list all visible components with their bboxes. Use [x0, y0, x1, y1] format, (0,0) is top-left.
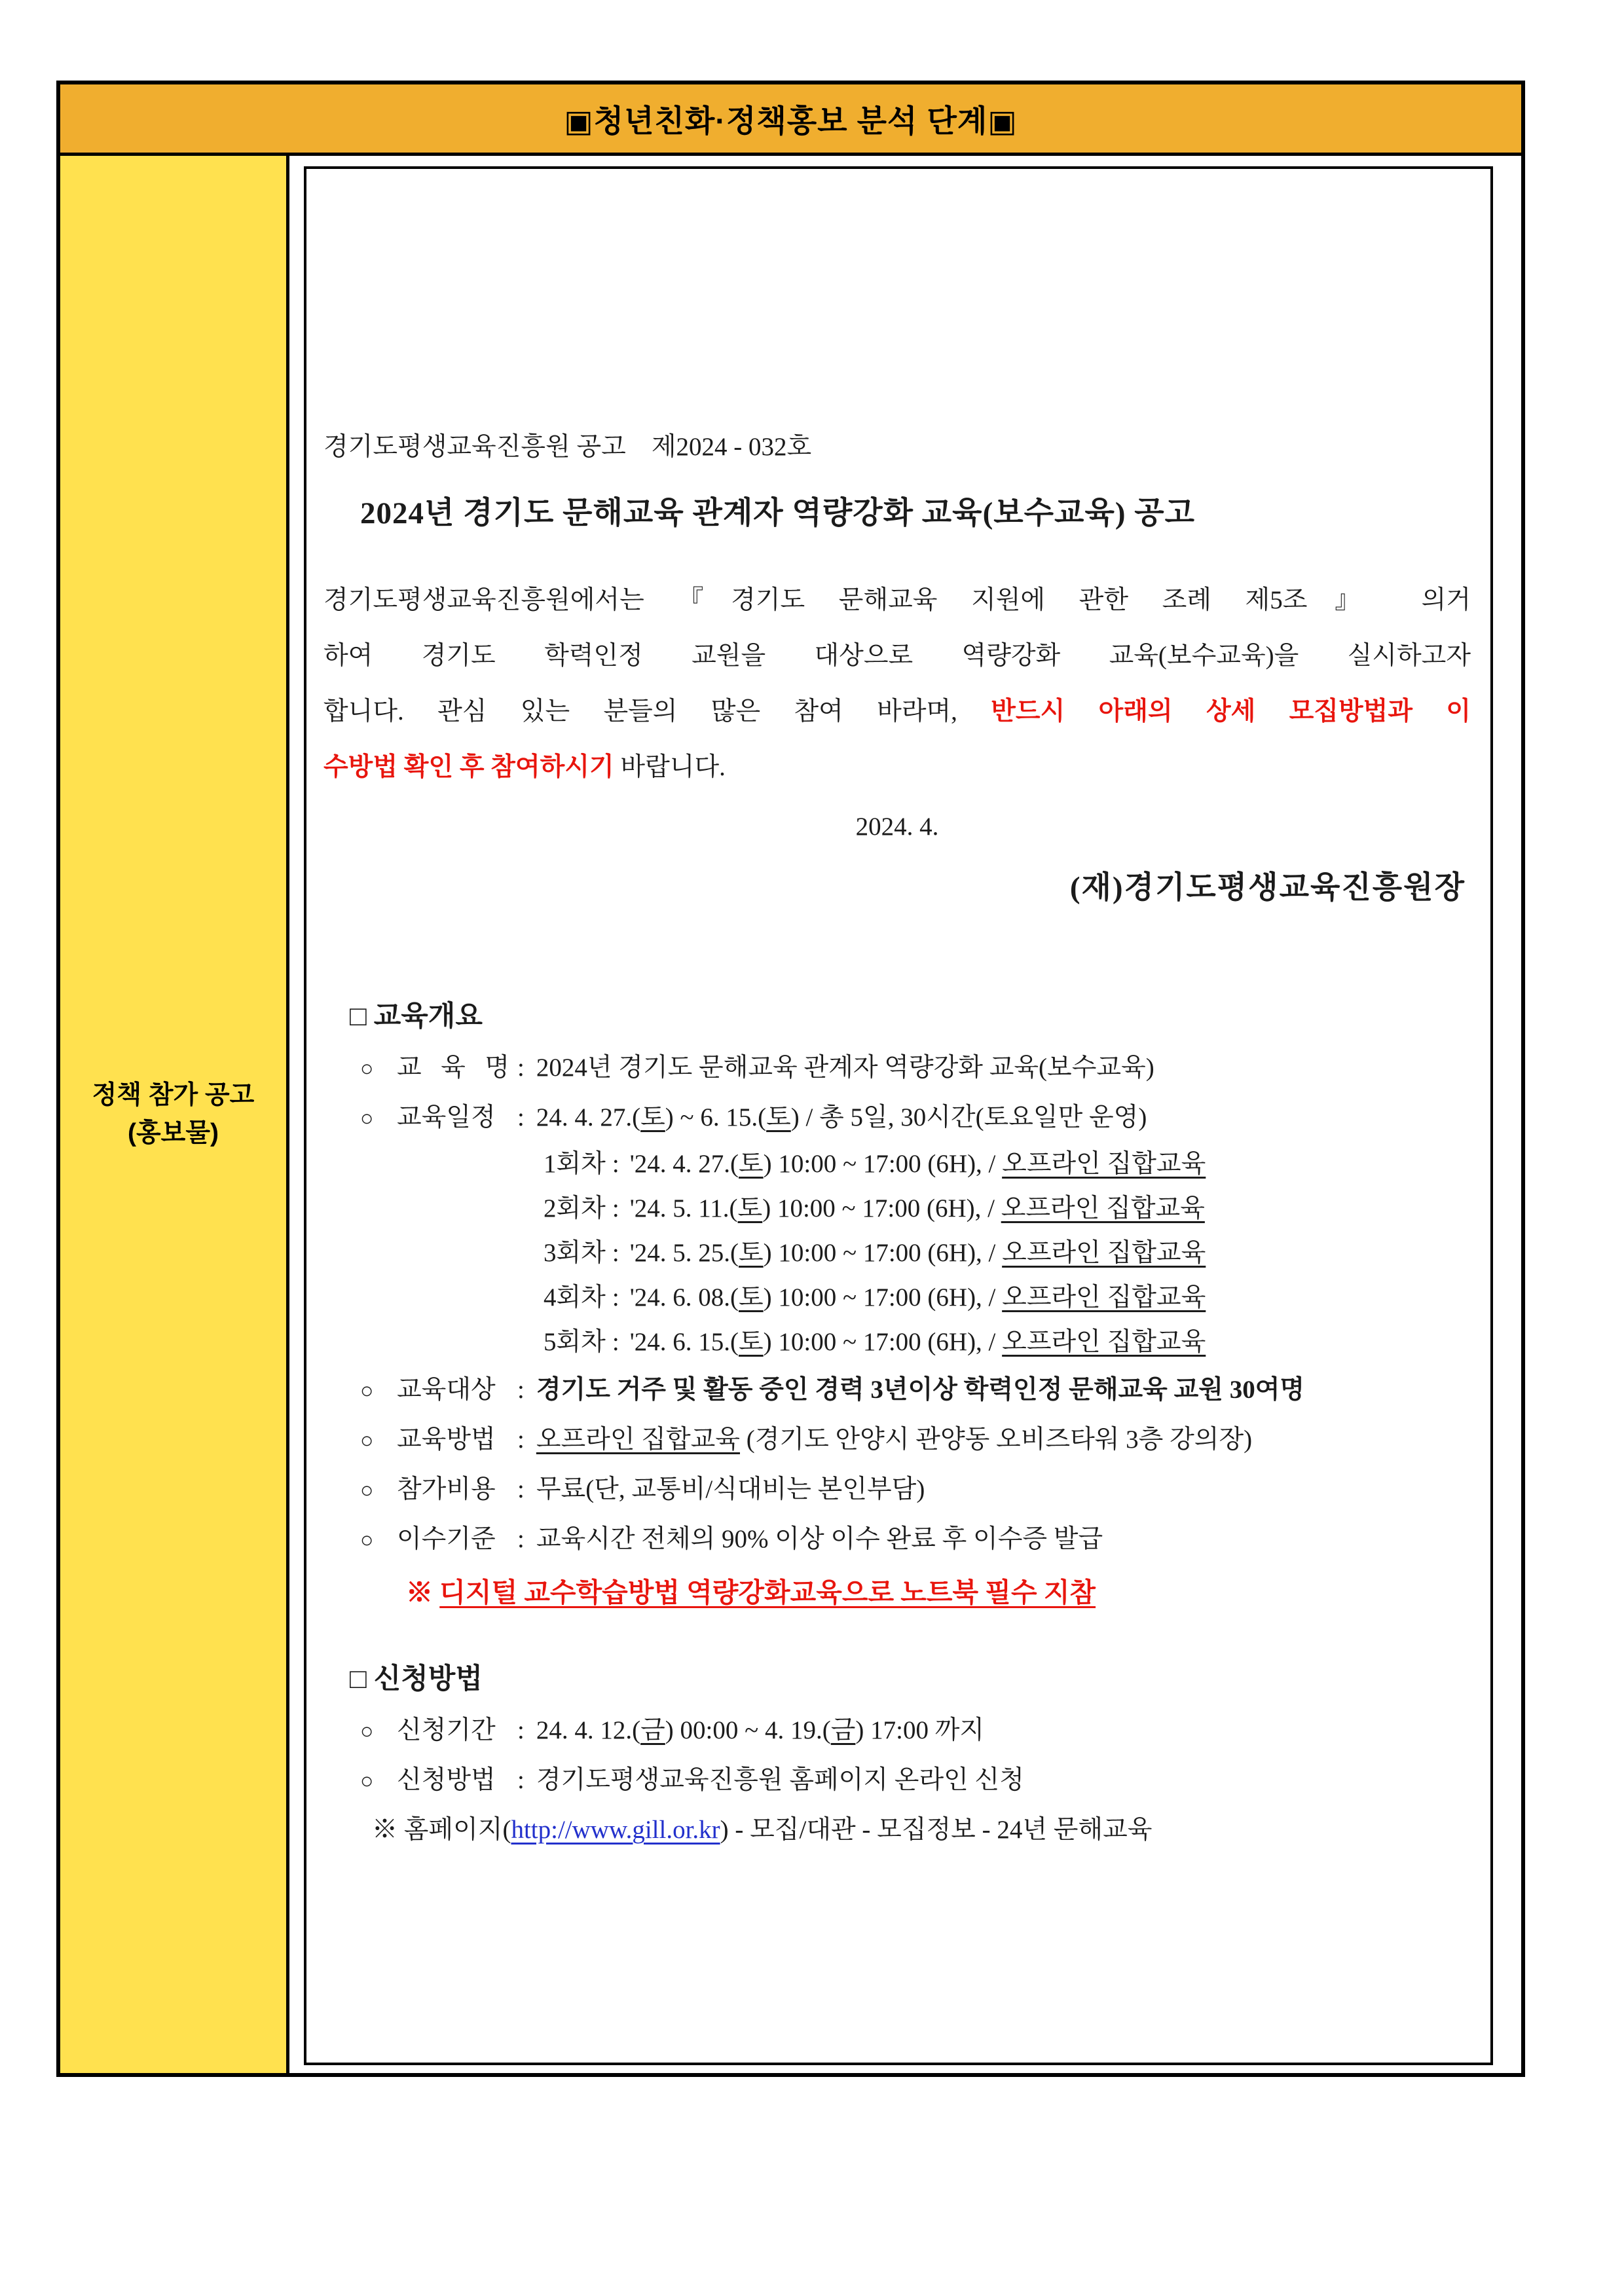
announcement-document: [304, 166, 1493, 2065]
text-segment: 오프라인 집합교육: [1001, 1194, 1205, 1222]
session-detail: [630, 1150, 1206, 1179]
label-separator: :: [517, 1766, 525, 1794]
session-row-1: [323, 1150, 1471, 1179]
label-separator: :: [517, 1425, 525, 1454]
paragraph-line: [323, 684, 1471, 739]
circle-bullet-icon: ○: [360, 1719, 374, 1744]
text-segment: 2024년 경기도 문해교육 관계자 역량강화 교육(보수교육): [536, 1054, 1154, 1082]
label-separator: :: [517, 1716, 525, 1744]
row-value: [536, 1425, 1471, 1455]
text-segment: 무료(단, 교통비/식대비는 본인부담): [536, 1475, 925, 1503]
text-segment: (경기도 안양시 관양동 오비즈타워 3층 강의장): [740, 1425, 1253, 1454]
text-segment: ) - 모집/대관 - 모집정보 - 24년 문해교육: [720, 1816, 1153, 1844]
text-segment: 반드시 아래의 상세 모집방법과 이: [991, 697, 1471, 725]
row-target: [323, 1375, 1471, 1406]
text-segment: 토: [737, 1194, 763, 1222]
circle-bullet-icon: ○: [360, 1107, 374, 1131]
row-apply-period: [323, 1716, 1471, 1747]
announcement-title: 2024년 경기도 문해교육 관계자 역량강화 교육(보수교육) 공고: [360, 496, 1196, 530]
row-label: 교육방법: [397, 1425, 496, 1454]
session-number: 2회차: [544, 1194, 606, 1222]
text-segment: 토: [738, 1283, 764, 1312]
text-segment: ) 10:00 ~ 17:00 (6H), /: [763, 1328, 1003, 1356]
label-separator: :: [517, 1525, 525, 1553]
text-segment: ※: [406, 1577, 440, 1607]
text-segment: '24. 4. 27.(: [629, 1150, 739, 1178]
text-segment: 교육시간 전체의 90% 이상 이수 완료 후 이수증 발급: [536, 1525, 1103, 1553]
session-row-5: [323, 1328, 1471, 1357]
row-value: [536, 1375, 1471, 1405]
session-detail: [630, 1194, 1205, 1223]
section-heading-education-overview: □ 교육개요: [350, 1001, 483, 1032]
notice-number: 경기도평생교육진흥원 공고 제2024 - 032호: [323, 433, 812, 461]
row-label: 교육일정: [397, 1103, 496, 1131]
label-separator: :: [612, 1239, 619, 1267]
session-number: 1회차: [544, 1150, 606, 1178]
circle-bullet-icon: ○: [360, 1379, 374, 1403]
row-fee: [323, 1475, 1471, 1506]
row-value: [536, 1053, 1471, 1083]
label-separator: :: [612, 1328, 619, 1356]
label-separator: :: [517, 1475, 525, 1503]
text-segment: 토: [738, 1328, 764, 1356]
row-value: [536, 1524, 1471, 1554]
homepage-link[interactable]: http://www.gill.or.kr: [511, 1816, 720, 1844]
analysis-template-table: [56, 81, 1525, 2077]
text-segment: ) / 총 5일, 30시간(토요일만 운영): [790, 1103, 1147, 1131]
text-segment: 수방법 확인 후 참여하시기: [323, 753, 614, 781]
text-segment: 바랍니다.: [614, 753, 726, 781]
label-separator: :: [612, 1194, 619, 1222]
text-segment: ) 10:00 ~ 17:00 (6H), /: [763, 1150, 1003, 1178]
label-separator: :: [612, 1283, 619, 1312]
row-label: 교 육 명: [397, 1054, 509, 1082]
row-label: 이수기준: [397, 1525, 496, 1553]
text-segment: 토: [738, 1239, 764, 1267]
row-apply-method: [323, 1765, 1471, 1797]
sidebar-category-cell: [60, 156, 289, 2073]
text-segment: 토: [640, 1103, 665, 1131]
label-separator: :: [517, 1054, 525, 1082]
row-schedule: [323, 1103, 1471, 1134]
row-label: 교육대상: [397, 1376, 496, 1404]
text-segment: ) ~ 6. 15.(: [665, 1103, 767, 1131]
row-value: [536, 1475, 1471, 1505]
banner-title: ▣청년친화·정책홍보 분석 단계▣: [564, 103, 1018, 138]
session-row-2: [323, 1194, 1471, 1223]
session-number: 5회차: [544, 1328, 606, 1356]
session-row-4: [323, 1283, 1471, 1312]
text-segment: ※ 홈페이지(: [372, 1816, 511, 1844]
text-segment: 토: [766, 1103, 791, 1131]
text-segment: 오프라인 집합교육: [536, 1425, 740, 1454]
row-label: 신청방법: [397, 1766, 496, 1794]
text-segment: '24. 5. 11.(: [629, 1194, 738, 1222]
text-segment: '24. 5. 25.(: [629, 1239, 739, 1267]
row-completion: [323, 1524, 1471, 1556]
row-value: [536, 1103, 1471, 1133]
text-segment: 하여 경기도 학력인정 교원을 대상으로 역량강화 교육(보수교육)을 실시하고자: [323, 642, 1471, 670]
text-segment: '24. 6. 08.(: [629, 1283, 739, 1312]
document-cell: [289, 156, 1521, 2073]
row-label: 참가비용: [397, 1475, 496, 1503]
paragraph-line: [323, 572, 1471, 628]
text-segment: 토: [738, 1150, 764, 1178]
session-detail: [630, 1328, 1206, 1357]
intro-paragraph: [323, 572, 1471, 795]
text-segment: 금: [830, 1716, 856, 1744]
text-segment: 금: [640, 1716, 665, 1744]
row-label: 신청기간: [397, 1716, 496, 1744]
text-segment: ) 10:00 ~ 17:00 (6H), /: [763, 1283, 1003, 1312]
text-segment: 오프라인 집합교육: [1002, 1283, 1206, 1312]
issuer-signature: (재)경기도평생교육진흥원장: [1069, 871, 1466, 905]
text-segment: 24. 4. 27.(: [536, 1103, 641, 1131]
text-segment: 오프라인 집합교육: [1002, 1328, 1206, 1356]
homepage-note: [323, 1814, 1471, 1846]
paragraph-line: [323, 628, 1471, 684]
text-segment: 24. 4. 12.(: [536, 1716, 641, 1744]
text-segment: 합니다. 관심 있는 분들의 많은 참여 바라며,: [323, 697, 991, 725]
row-value: [536, 1765, 1471, 1795]
sidebar-label-line1: 정책 참가 공고: [92, 1081, 255, 1109]
text-segment: 경기도 거주 및 활동 중인 경력 3년이상 학력인정 문해교육 교원 30여명: [536, 1376, 1305, 1404]
text-segment: 오프라인 집합교육: [1002, 1239, 1206, 1267]
label-separator: :: [517, 1376, 525, 1404]
text-segment: 디지털 교수학습방법 역량강화교육으로 노트북 필수 지참: [439, 1577, 1096, 1607]
row-course-name: [323, 1053, 1471, 1084]
circle-bullet-icon: ○: [360, 1769, 374, 1793]
laptop-required-note: [323, 1575, 1471, 1609]
text-segment: 경기도평생교육진흥원에서는 『경기도 문해교육 지원에 관한 조례 제5조』 의거: [323, 586, 1471, 614]
row-method: [323, 1425, 1471, 1456]
session-row-3: [323, 1239, 1471, 1268]
text-segment: ) 10:00 ~ 17:00 (6H), /: [762, 1194, 1001, 1222]
section-heading-apply-method: □ 신청방법: [350, 1664, 483, 1695]
announcement-date: 2024. 4.: [855, 813, 939, 841]
text-segment: 경기도평생교육진흥원 홈페이지 온라인 신청: [536, 1766, 1024, 1794]
text-segment: 오프라인 집합교육: [1002, 1150, 1206, 1178]
text-segment: ) 00:00 ~ 4. 19.(: [665, 1716, 831, 1744]
label-separator: :: [612, 1150, 619, 1178]
row-value: [536, 1716, 1471, 1746]
text-segment: ) 10:00 ~ 17:00 (6H), /: [763, 1239, 1003, 1267]
session-detail: [630, 1239, 1206, 1268]
session-number: 3회차: [544, 1239, 606, 1267]
paragraph-line: [323, 739, 1471, 795]
circle-bullet-icon: ○: [360, 1429, 374, 1453]
sidebar-label-line2: (홍보물): [128, 1119, 219, 1147]
circle-bullet-icon: ○: [360, 1478, 374, 1503]
session-number: 4회차: [544, 1283, 606, 1312]
text-segment: ) 17:00 까지: [855, 1716, 985, 1744]
text-segment: '24. 6. 15.(: [629, 1328, 739, 1356]
circle-bullet-icon: ○: [360, 1057, 374, 1081]
table-body-row: [60, 156, 1521, 2073]
analysis-stage-banner: [60, 84, 1521, 156]
session-detail: [630, 1283, 1206, 1312]
circle-bullet-icon: ○: [360, 1528, 374, 1552]
label-separator: :: [517, 1103, 525, 1131]
